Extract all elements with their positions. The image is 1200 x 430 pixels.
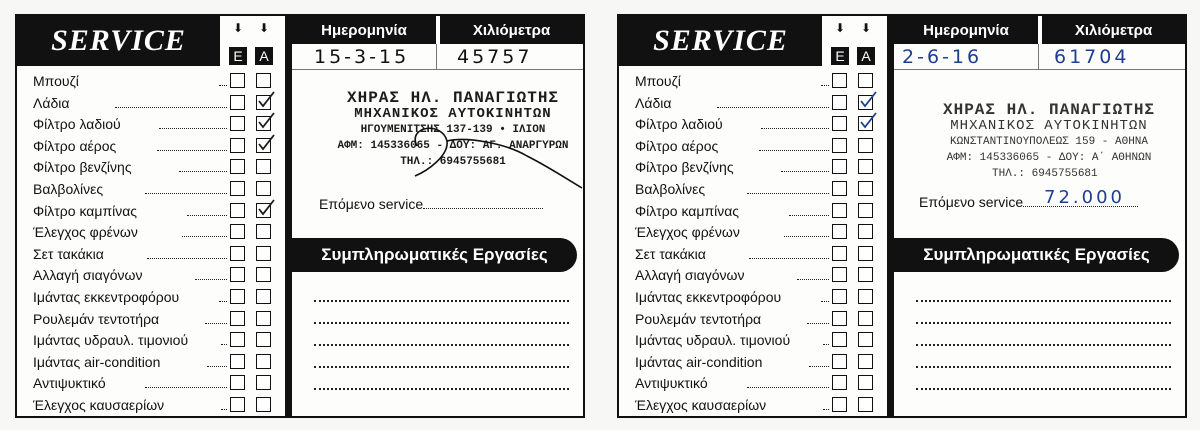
- checklist-row: [17, 286, 285, 308]
- checklist-item-label: Ιμάντας υδραυλ. τιμονιού: [635, 332, 791, 349]
- stamp-address: ΚΩΝΣΤΑΝΤΙΝΟΥΠΟΛΕΩΣ 159 - ΑΘΗΝΑ: [949, 136, 1149, 148]
- checkmark-icon: [257, 134, 275, 152]
- checkbox-e[interactable]: [832, 375, 847, 390]
- checkbox-a[interactable]: [256, 354, 271, 369]
- checkbox-a[interactable]: [858, 116, 873, 131]
- checklist-row: [619, 372, 887, 394]
- leader-dots: [823, 344, 829, 345]
- checklist-item-label: Έλεγχος φρένων: [635, 224, 740, 241]
- checkbox-a[interactable]: [858, 224, 873, 239]
- checklist-item-label: Φίλτρο καμπίνας: [635, 202, 740, 219]
- next-service-label: Επόμενο service: [319, 196, 424, 212]
- stamp-profession: ΜΗΧΑΝΙΚΟΣ ΑΥΤΟΚΙΝΗΤΩΝ: [354, 106, 552, 122]
- checklist-item-label: Φίλτρο λαδιού: [635, 116, 723, 133]
- checklist-item-label: Ιμάντας υδραυλ. τιμονιού: [33, 332, 189, 349]
- stamp-tax-id: ΑΦΜ: 145336065 - ΔΟΥ: Α΄ ΑΘΗΝΩΝ: [946, 152, 1152, 164]
- checklist-row: [619, 308, 887, 330]
- checklist-row: [619, 243, 887, 265]
- checkbox-e[interactable]: [832, 224, 847, 239]
- checkbox-e[interactable]: [230, 246, 245, 261]
- checkbox-e[interactable]: [230, 181, 245, 196]
- checkbox-e[interactable]: [230, 311, 245, 326]
- date-value: 15-3-15: [314, 46, 410, 68]
- checkbox-a[interactable]: [858, 289, 873, 304]
- date-header: Ημερομηνία: [894, 16, 1038, 44]
- checkbox-a[interactable]: [256, 246, 271, 261]
- leader-dots: [182, 236, 227, 237]
- checkbox-e[interactable]: [230, 332, 245, 347]
- checkbox-e[interactable]: [230, 138, 245, 153]
- column-e-header: Ε: [229, 47, 247, 65]
- checkbox-a[interactable]: [256, 311, 271, 326]
- column-e-header: Ε: [831, 47, 849, 65]
- checkbox-e[interactable]: [832, 138, 847, 153]
- checklist-item-label: Ρουλεμάν τεντοτήρα: [635, 310, 762, 327]
- checklist-row: [619, 178, 887, 200]
- checklist-row: [619, 286, 887, 308]
- checkbox-e[interactable]: [230, 354, 245, 369]
- checkbox-e[interactable]: [832, 95, 847, 110]
- checklist-row: [17, 200, 285, 222]
- checkbox-a[interactable]: [858, 159, 873, 174]
- checklist-row: [17, 221, 285, 243]
- checkbox-a[interactable]: [256, 181, 271, 196]
- checkbox-a[interactable]: [256, 159, 271, 174]
- checklist-row: [619, 394, 887, 416]
- checklist-row: [17, 394, 285, 416]
- checkbox-a[interactable]: [858, 246, 873, 261]
- checkbox-a[interactable]: [256, 73, 271, 88]
- leader-dots: [179, 171, 227, 172]
- checkbox-e[interactable]: [230, 203, 245, 218]
- checklist-row: [17, 243, 285, 265]
- leader-dots: [759, 150, 829, 151]
- leader-dots: [809, 366, 829, 367]
- leader-dots: [221, 344, 227, 345]
- checkbox-e[interactable]: [832, 311, 847, 326]
- leader-dots: [157, 150, 227, 151]
- checklist-item-label: Αντιψυκτικό: [33, 375, 106, 392]
- service-card: [617, 14, 1187, 418]
- checkbox-a[interactable]: [858, 332, 873, 347]
- checkbox-e[interactable]: [230, 397, 245, 412]
- stamp-name: ΧΗΡΑΣ ΗΛ. ΠΑΝΑΓΙΩΤΗΣ: [346, 89, 560, 107]
- checkbox-a[interactable]: [858, 95, 873, 110]
- checkbox-e[interactable]: [230, 375, 245, 390]
- checkbox-e[interactable]: [832, 332, 847, 347]
- stamp-profession: ΜΗΧΑΝΙΚΟΣ ΑΥΤΟΚΙΝΗΤΩΝ: [950, 118, 1148, 134]
- checklist-item-label: Φίλτρο αέρος: [33, 137, 117, 154]
- checkbox-a[interactable]: [858, 354, 873, 369]
- checklist-row: [619, 351, 887, 373]
- checklist-item-label: Φίλτρο βενζίνης: [635, 159, 734, 176]
- checkbox-a[interactable]: [858, 203, 873, 218]
- checklist-item-label: Μπουζί: [33, 73, 79, 89]
- service-title: SERVICE: [17, 16, 220, 66]
- checklist-item-label: Φίλτρο αέρος: [635, 137, 719, 154]
- checklist-row: [17, 178, 285, 200]
- service-card: [15, 14, 585, 418]
- checklist-row: [619, 113, 887, 135]
- checkbox-e[interactable]: [832, 203, 847, 218]
- checklist-row: [17, 135, 285, 157]
- checkbox-a[interactable]: [858, 375, 873, 390]
- leader-dots: [147, 258, 227, 259]
- checklist-rows: [17, 70, 285, 416]
- details-panel: [894, 16, 1185, 416]
- arrow-down-icon: ⬇: [258, 21, 270, 35]
- km-header: Χιλιόμετρα: [1042, 16, 1185, 44]
- checklist-panel: [619, 16, 894, 416]
- checkmark-icon: [859, 112, 877, 130]
- checklist-item-label: Λάδια: [33, 94, 70, 111]
- checkbox-a[interactable]: [256, 267, 271, 282]
- leader-dots: [205, 323, 227, 324]
- leader-dots: [761, 128, 829, 129]
- checklist-item-label: Σετ τακάκια: [33, 245, 104, 262]
- column-a-header: Α: [857, 47, 875, 65]
- date-header: Ημερομηνία: [292, 16, 436, 44]
- checkbox-a[interactable]: [256, 138, 271, 153]
- checklist-row: [619, 221, 887, 243]
- checklist-row: [619, 156, 887, 178]
- arrow-down-icon: ⬇: [860, 21, 872, 35]
- stamp-tax-id: ΑΦΜ: 145336065 - ΔΟΥ: ΑΓ. ΑΝΑΡΓΥΡΩΝ: [337, 140, 569, 152]
- checklist-item-label: Βαλβολίνες: [635, 180, 706, 197]
- checklist-row: [17, 329, 285, 351]
- checkmark-icon: [859, 91, 877, 109]
- checklist-row: [619, 70, 887, 92]
- extra-work-title: Συμπληρωματικές Εργασίες: [292, 238, 577, 272]
- checkbox-a[interactable]: [858, 311, 873, 326]
- leader-dots: [747, 193, 829, 194]
- leader-dots: [145, 387, 227, 388]
- checkbox-e[interactable]: [230, 116, 245, 131]
- checkmark-icon: [257, 91, 275, 109]
- checkbox-e[interactable]: [230, 159, 245, 174]
- checklist-row: [17, 351, 285, 373]
- checklist-row: [17, 156, 285, 178]
- checklist-item-label: Φίλτρο βενζίνης: [33, 159, 132, 176]
- next-service-field: [319, 196, 543, 212]
- checklist-item-label: Ιμάντας air-condition: [33, 353, 161, 370]
- checkbox-a[interactable]: [858, 181, 873, 196]
- checklist-row: [17, 264, 285, 286]
- checkbox-a[interactable]: [256, 116, 271, 131]
- leader-dots: [821, 301, 829, 302]
- stamp-phone: ΤΗΛ.: 6945755681: [992, 168, 1098, 180]
- stamp-address: ΗΓΟΥΜΕΝΙΤΣΗΣ 137-139 • ΙΛΙΟΝ: [360, 124, 546, 136]
- checklist-row: [619, 329, 887, 351]
- date-value: 2-6-16: [902, 46, 983, 68]
- leader-dots: [145, 193, 227, 194]
- checklist-item-label: Αλλαγή σιαγόνων: [635, 267, 745, 284]
- checklist-row: [619, 200, 887, 222]
- checklist-item-label: Φίλτρο λαδιού: [33, 116, 121, 133]
- service-title: SERVICE: [619, 16, 822, 66]
- leader-dots: [821, 85, 829, 86]
- checklist-row: [619, 92, 887, 114]
- checkbox-e[interactable]: [832, 354, 847, 369]
- checkbox-a[interactable]: [256, 332, 271, 347]
- leader-dots: [195, 279, 227, 280]
- checkbox-e[interactable]: [230, 73, 245, 88]
- checkbox-e[interactable]: [230, 267, 245, 282]
- leader-dots: [159, 128, 227, 129]
- leader-dots: [219, 301, 227, 302]
- leader-dots: [717, 107, 829, 108]
- checkmark-icon: [257, 199, 275, 217]
- stamp-phone: ΤΗΛ.: 6945755681: [400, 156, 506, 168]
- leader-dots: [749, 258, 829, 259]
- checklist-row: [17, 372, 285, 394]
- workshop-stamp: [914, 102, 1184, 182]
- checklist-item-label: Λάδια: [635, 94, 672, 111]
- checklist-row: [619, 135, 887, 157]
- checklist-item-label: Ιμάντας air-condition: [635, 353, 763, 370]
- next-service-label: Επόμενο service: [919, 194, 1024, 210]
- leader-dots: [221, 409, 227, 410]
- checkbox-a[interactable]: [256, 95, 271, 110]
- checklist-row: [17, 308, 285, 330]
- checkbox-e[interactable]: [230, 224, 245, 239]
- checkbox-e[interactable]: [832, 181, 847, 196]
- checklist-item-label: Αλλαγή σιαγόνων: [33, 267, 143, 284]
- checklist-item-label: Έλεγχος φρένων: [33, 224, 138, 241]
- checklist-rows: [619, 70, 887, 416]
- checkbox-e[interactable]: [230, 95, 245, 110]
- leader-dots: [807, 323, 829, 324]
- checkbox-a[interactable]: [858, 267, 873, 282]
- leader-dots: [823, 409, 829, 410]
- checkbox-a[interactable]: [256, 289, 271, 304]
- arrow-down-icon: ⬇: [232, 21, 244, 35]
- checkbox-a[interactable]: [256, 224, 271, 239]
- stamp-name: ΧΗΡΑΣ ΗΛ. ΠΑΝΑΓΙΩΤΗΣ: [942, 101, 1156, 119]
- checklist-row: [619, 264, 887, 286]
- checklist-item-label: Έλεγχος καυσαερίων: [33, 396, 165, 413]
- checkmark-icon: [257, 112, 275, 130]
- leader-dots: [747, 387, 829, 388]
- checklist-panel: [17, 16, 292, 416]
- leader-dots: [789, 215, 829, 216]
- checklist-item-label: Ιμάντας εκκεντροφόρου: [635, 288, 782, 305]
- checkbox-e[interactable]: [832, 289, 847, 304]
- signature: [387, 116, 587, 196]
- leader-dots: [784, 236, 829, 237]
- checkbox-a[interactable]: [256, 375, 271, 390]
- leader-dots: [797, 279, 829, 280]
- checklist-item-label: Ρουλεμάν τεντοτήρα: [33, 310, 160, 327]
- checklist-item-label: Αντιψυκτικό: [635, 375, 708, 392]
- checkbox-e[interactable]: [230, 289, 245, 304]
- km-value: 45757: [457, 46, 533, 68]
- checklist-item-label: Μπουζί: [635, 73, 681, 89]
- next-service-value: 72.000: [1044, 187, 1125, 208]
- checklist-item-label: Βαλβολίνες: [33, 180, 104, 197]
- leader-dots: [115, 107, 227, 108]
- checkbox-e[interactable]: [832, 116, 847, 131]
- checklist-row: [17, 92, 285, 114]
- leader-dots: [187, 215, 227, 216]
- checklist-item-label: Σετ τακάκια: [635, 245, 706, 262]
- checkbox-e[interactable]: [832, 267, 847, 282]
- arrow-down-icon: ⬇: [834, 21, 846, 35]
- column-a-header: Α: [255, 47, 273, 65]
- checklist-item-label: Έλεγχος καυσαερίων: [635, 396, 767, 413]
- leader-dots: [219, 85, 227, 86]
- leader-dots: [781, 171, 829, 172]
- checklist-item-label: Ιμάντας εκκεντροφόρου: [33, 288, 180, 305]
- leader-dots: [207, 366, 227, 367]
- checkbox-e[interactable]: [832, 397, 847, 412]
- checkbox-a[interactable]: [256, 203, 271, 218]
- checkbox-e[interactable]: [832, 246, 847, 261]
- checkbox-a[interactable]: [858, 138, 873, 153]
- checklist-row: [17, 113, 285, 135]
- checkbox-a[interactable]: [256, 397, 271, 412]
- extra-work-title: Συμπληρωματικές Εργασίες: [894, 238, 1179, 272]
- km-header: Χιλιόμετρα: [440, 16, 583, 44]
- details-panel: [292, 16, 583, 416]
- checkbox-a[interactable]: [858, 397, 873, 412]
- km-value: 61704: [1054, 46, 1130, 68]
- checkbox-e[interactable]: [832, 73, 847, 88]
- checklist-item-label: Φίλτρο καμπίνας: [33, 202, 138, 219]
- checklist-row: [17, 70, 285, 92]
- checkbox-e[interactable]: [832, 159, 847, 174]
- checkbox-a[interactable]: [858, 73, 873, 88]
